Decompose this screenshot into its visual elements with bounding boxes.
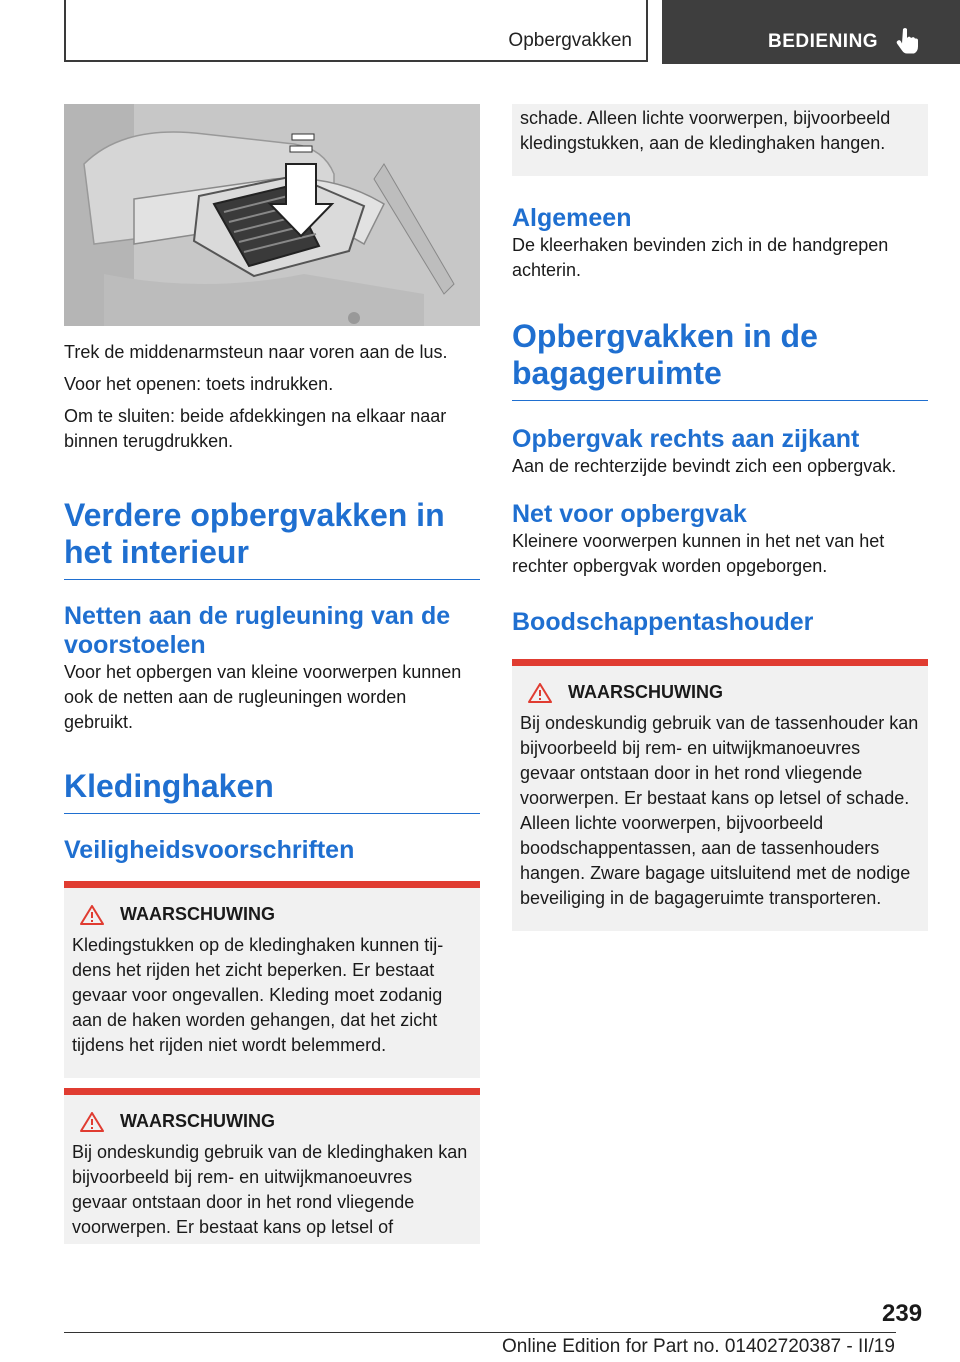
warning-text: schade. Alleen lichte voorwerpen, bijvoorbeeld kledingstukken, aan de kledinghaken hangen. [520, 108, 891, 153]
warning-triangle-icon [528, 683, 552, 703]
warning-text: Bij ondeskundig gebruik van de kledinghaken kan bijvoorbeeld bij rem- en uitwijkmanoeuvres gevaar ontstaan door in het rond vliegende voorwerpen. Er bestaat kans op letsel of [72, 1142, 468, 1237]
paragraph: Om te sluiten: beide afdekkingen na elkaar naar binnen terugdrukken. [64, 406, 447, 451]
warning-title: WAARSCHUWING [120, 904, 275, 924]
warning-title: WAARSCHUWING [120, 1111, 275, 1131]
section-heading: Opbergvakken in de bagageruimte [512, 318, 928, 401]
armrest-illustration [64, 104, 480, 326]
section-heading: Verdere opbergvakken in het interieur [64, 497, 480, 580]
paragraph: Trek de middenarmsteun naar voren aan de lus. [64, 342, 448, 362]
left-column [64, 104, 480, 1244]
warning-continuation [512, 104, 928, 176]
subsection-heading: Algemeen [512, 204, 632, 232]
subsection-heading: Netten aan de rugleuning van de voorstoelen [64, 602, 451, 659]
footer-edition: Online Edition for Part no. 01402720387 - II/19 [502, 1336, 895, 1357]
subsection-heading: Opbergvak rechts aan zijkant [512, 425, 860, 453]
subsection-heading: Boodschappentashouder [512, 608, 814, 636]
subsection-heading: Net voor opbergvak [512, 500, 747, 528]
paragraph: Voor het openen: toets indrukken. [64, 374, 334, 394]
warning-box [64, 881, 480, 1078]
subsection-heading: Veiligheidsvoorschriften [64, 836, 355, 864]
hand-pointer-icon [896, 27, 920, 60]
header-chapter-box [662, 0, 960, 64]
page-number: 239 [882, 1300, 923, 1327]
warning-text: Kledingstukken op de kledinghaken kunnen tijdens het rijden het zicht beperken. Er bestaat gevaar voor ongevallen. Kleding moet zodanig aan de haken worden gehangen, dat het zicht tijdens het rijden niet wordt belemmerd. [72, 935, 444, 1055]
warning-title: WAARSCHUWING [568, 682, 723, 702]
paragraph: Voor het opbergen van kleine voorwerpen kunnen ook de netten aan de rugleuningen worden gebruikt. [64, 662, 462, 732]
right-column [512, 104, 928, 931]
paragraph: Aan de rechterzijde bevindt zich een opbergvak. [512, 456, 897, 476]
paragraph: Kleinere voorwerpen kunnen in het net van het rechter opbergvak worden opgeborgen. [512, 531, 885, 576]
warning-text: Bij ondeskundig gebruik van de tassenhouder kan bijvoorbeeld bij rem- en uitwijkmanoeuvres gevaar ontstaan door in het rond vliegende voorwerpen. Er bestaat kans op letsel of schade. Alleen lichte voorwerpen, bijvoorbeeld boodschappentassen, aan de tassenhouders hangen. Zware bagage uitsluitend met de nodige beveiliging in de bagageruimte transporteren. [520, 713, 919, 908]
section-title: Opbergvakken [508, 30, 632, 51]
footer-divider [64, 1332, 896, 1333]
warning-triangle-icon [80, 905, 104, 925]
paragraph: De kleerhaken bevinden zich in de handgrepen achterin. [512, 235, 889, 280]
warning-triangle-icon [80, 1112, 104, 1132]
chapter-title: BEDIENING [768, 31, 879, 52]
warning-box [512, 659, 928, 931]
section-heading: Kledinghaken [64, 768, 480, 814]
warning-box [64, 1088, 480, 1244]
header-section-box [64, 0, 648, 62]
